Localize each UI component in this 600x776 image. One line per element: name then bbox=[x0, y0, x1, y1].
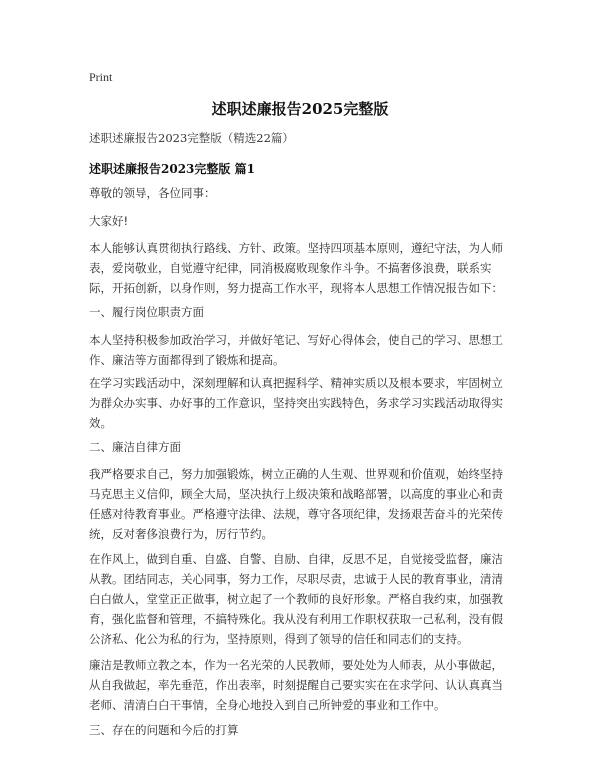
greeting-line: 尊敬的领导，各位同事： bbox=[89, 186, 216, 200]
paragraph-line: 本人坚持积极参加政治学习，并做好笔记、写好心得体会，使自己的学习、思想工 bbox=[89, 333, 503, 347]
section-1-paragraph-1 bbox=[89, 330, 521, 370]
section-heading-line: 二、廉洁自律方面 bbox=[89, 440, 181, 454]
document-title: 述职述廉报告2025完整版 bbox=[211, 100, 389, 118]
section-1-heading bbox=[89, 302, 521, 322]
paragraph-line: 际，开拓创新，以身作则，努力提高工作水平，现将本人思想工作情况报告如下： bbox=[89, 281, 503, 295]
print-link[interactable]: Print bbox=[89, 70, 113, 84]
paragraph-line: 效。 bbox=[89, 416, 112, 430]
section-heading-line: 三、存在的问题和今后的打算 bbox=[89, 723, 239, 737]
paragraph-line: 公济私、化公为私的行为，坚持原则，得到了领导的信任和同志们的支持。 bbox=[89, 632, 469, 646]
greeting-paragraph bbox=[89, 183, 521, 203]
paragraph-line: 廉洁是教师立教之本，作为一名光荣的人民教师，要处处为人师表，从小事做起， bbox=[89, 658, 503, 672]
paragraph-line: 为群众办实事、办好事的工作意识，坚持突出实践特色，务求学习实践活动取得实 bbox=[89, 396, 503, 410]
intro-paragraph bbox=[89, 238, 521, 298]
section-1-paragraph-2 bbox=[89, 373, 521, 433]
section-3-heading bbox=[89, 720, 521, 740]
document-subtitle: 述职述廉报告2023完整版（精选22篇） bbox=[89, 131, 294, 145]
paragraph-line: 马克思主义信仰，顾全大局，坚决执行上级决策和战略部署，以高度的事业心和责 bbox=[89, 487, 503, 501]
section-2-heading bbox=[89, 437, 521, 457]
paragraph-line: 育，强化监督和管理，不搞特殊化。我从没有利用工作职权获取一己私利，没有假 bbox=[89, 612, 503, 626]
article-heading: 述职述廉报告2023完整版 篇1 bbox=[89, 162, 255, 176]
paragraph-line: 表，爱岗敬业，自觉遵守纪律，同消极腐败现象作斗争。不搞奢侈浪费，联系实 bbox=[89, 261, 492, 275]
paragraph-line: 在作风上，做到自重、自盛、自警、自励、自律，反思不足，自觉接受监督，廉洁 bbox=[89, 552, 503, 566]
section-2-paragraph-2 bbox=[89, 549, 521, 649]
section-2-paragraph-3 bbox=[89, 655, 521, 715]
section-2-paragraph-1 bbox=[89, 464, 521, 544]
paragraph-line: 在学习实践活动中，深刻理解和认真把握科学、精神实质以及根本要求，牢固树立 bbox=[89, 376, 503, 390]
paragraph-line: 老师、清清白白干事情，全身心地投入到自己所钟爱的事业和工作中。 bbox=[89, 698, 446, 712]
paragraph-line: 统，反对奢侈浪费行为，厉行节约。 bbox=[89, 527, 273, 541]
paragraph-line: 我严格要求自己，努力加强锻炼，树立正确的人生观、世界观和价值观，始终坚持 bbox=[89, 467, 503, 481]
salutation-paragraph bbox=[89, 211, 521, 231]
paragraph-line: 从自我做起，率先垂范，作出表率，时刻提醒自己要实实在在求学问、认认真真当 bbox=[89, 678, 503, 692]
paragraph-line: 作、廉洁等方面都得到了锻炼和提高。 bbox=[89, 353, 285, 367]
paragraph-line: 本人能够认真贯彻执行路线、方针、政策。坚持四项基本原则，遵纪守法，为人师 bbox=[89, 241, 503, 255]
salutation-line: 大家好! bbox=[89, 214, 129, 228]
section-heading-line: 一、履行岗位职责方面 bbox=[89, 305, 204, 319]
paragraph-line: 任感对待教育事业。严格遵守法律、法规，尊守各项纪律，发扬艰苦奋斗的光荣传 bbox=[89, 507, 503, 521]
paragraph-line: 从教。团结同志，关心同事，努力工作，尽职尽责，忠诚于人民的教育事业，清清 bbox=[89, 572, 503, 586]
paragraph-line: 白白做人，堂堂正正做事，树立起了一个教师的良好形象。严格自我约束，加强教 bbox=[89, 592, 503, 606]
